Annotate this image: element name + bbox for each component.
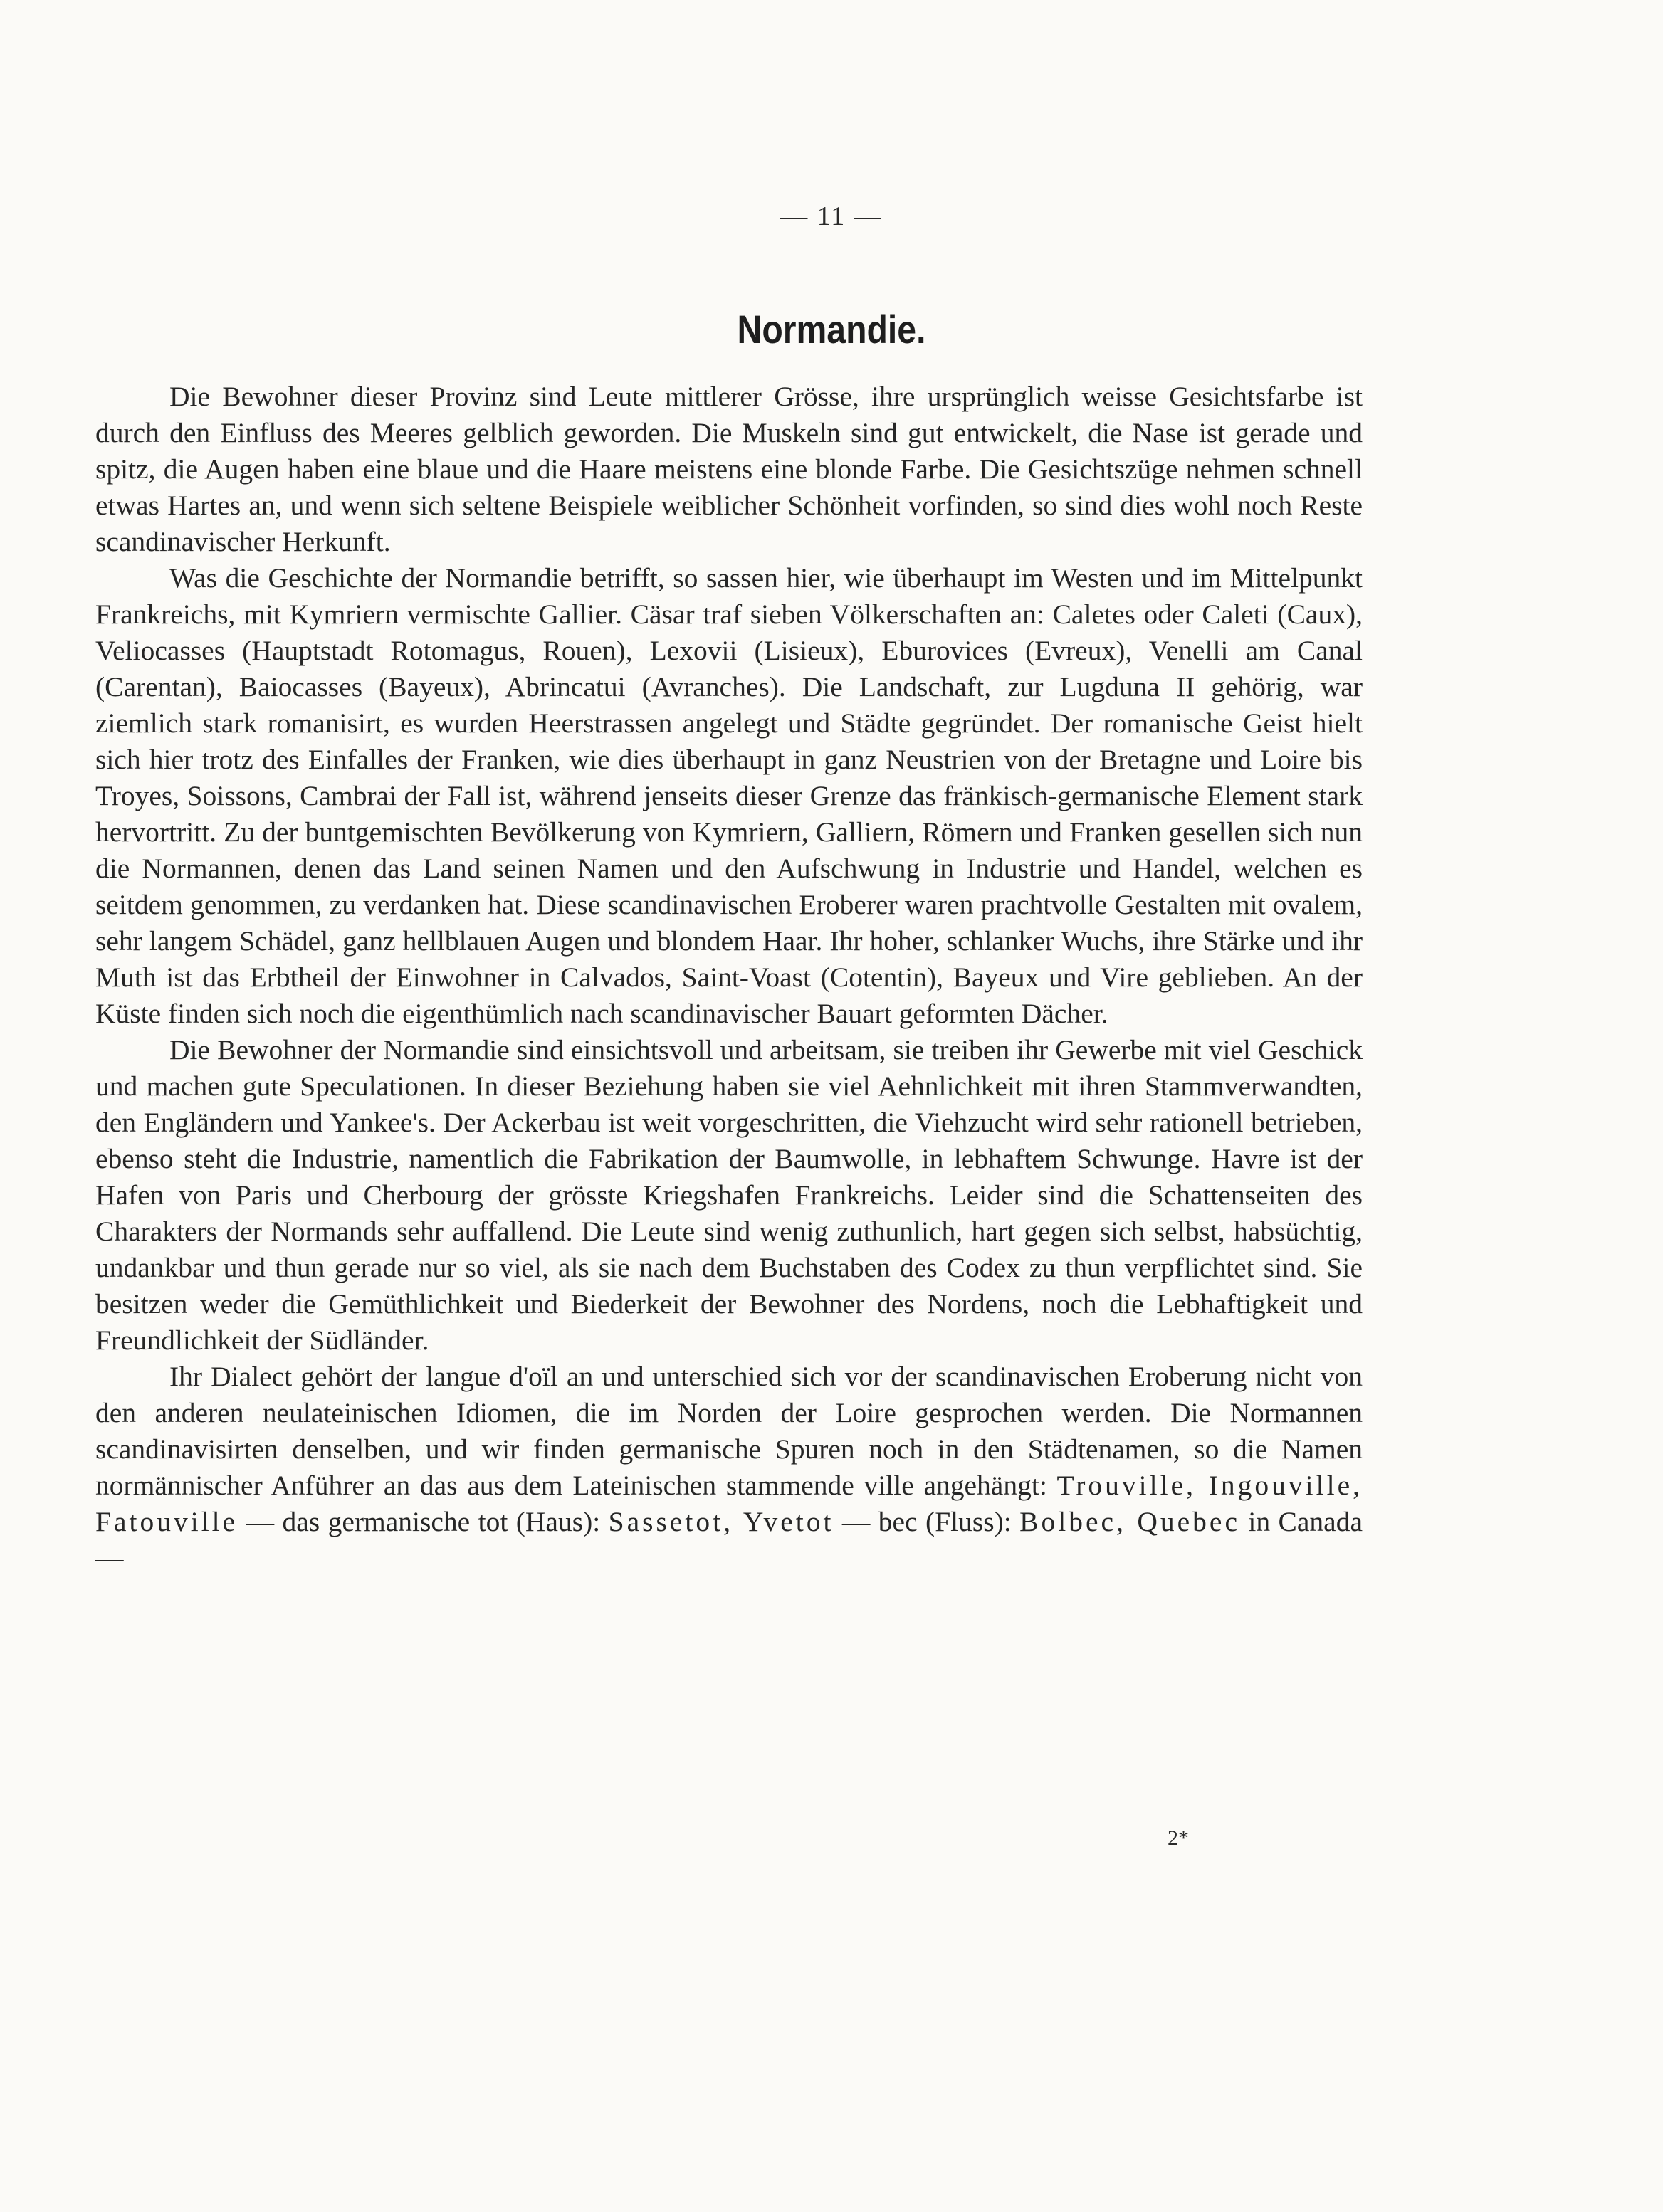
bec-intro: — bec (Fluss):	[834, 1506, 1020, 1537]
bec-names: Bolbec, Quebec	[1019, 1506, 1240, 1537]
dialect-middle: — das germanische tot (Haus):	[238, 1506, 609, 1537]
paragraph-character: Die Bewohner der Normandie sind einsichtsvoll und arbeitsam, sie treiben ihr Gewerbe mit viel Geschick und machen gute Speculationen. In dieser Beziehung haben sie viel Aehnlichkeit mit ihren Stammverwandten, den Engländern und Yankee's. Der Ackerbau ist weit vorgeschritten, die Viehzucht wird sehr rationell betrieben, ebenso steht die Industrie, namentlich die Fabrikation der Baumwolle, in lebhaftem Schwunge. Havre ist der Hafen von Paris und Cherbourg der grösste Kriegshafen Frankreichs. Leider sind die Schattenseiten des Charakters der Normands sehr auffallend. Die Leute sind wenig zuthunlich, hart gegen sich selbst, habsüchtig, undankbar und thun gerade nur so viel, als sie nach dem Buchstaben des Codex zu thun verpflichtet sind. Sie besitzen weder die Gemüthlichkeit und Biederkeit der Bewohner des Nordens, noch die Lebhaftigkeit und Freundlichkeit der Südländer.	[95, 1034, 1363, 1356]
dialect-end: in Canada —	[95, 1506, 1363, 1574]
tot-names: Sassetot, Yvetot	[608, 1506, 834, 1537]
signature-mark: 2*	[1168, 1826, 1189, 1850]
page-number: — 11 —	[780, 201, 883, 231]
ville-names: Trouville, Ingouville, Fatouville	[95, 1470, 1363, 1537]
paragraph-physiognomy: Die Bewohner dieser Provinz sind Leute mittlerer Grösse, ihre ursprünglich weisse Gesichtsfarbe ist durch den Einfluss des Meeres gelblich geworden. Die Muskeln sind gut entwickelt, die Nase ist gerade und spitz, die Augen haben eine blaue und die Haare meistens eine blonde Farbe. Die Gesichtszüge nehmen schnell etwas Hartes an, und wenn sich seltene Beispiele weiblicher Schönheit vorfinden, so sind dies wohl noch Reste scandinavischer Herkunft.	[95, 381, 1363, 557]
page-title: Normandie.	[737, 307, 926, 352]
body-text	[95, 379, 1363, 1576]
dialect-intro: Ihr Dialect gehört der langue d'oïl an und unterschied sich vor der scandinavischen Eroberung nicht von den anderen neulateinischen Idiomen, die im Norden der Loire gesprochen werden. Die Normannen scandinavisirten denselben, und wir finden germanische Spuren noch in den Städtenamen, so die Namen normännischer Anführer an das aus dem Lateinischen stammende ville angehängt:	[95, 1361, 1363, 1501]
paragraph-history: Was die Geschichte der Normandie betrifft, so sassen hier, wie überhaupt im Westen und im Mittelpunkt Frankreichs, mit Kymriern vermischte Gallier. Cäsar traf sieben Völkerschaften an: Caletes oder Caleti (Caux), Veliocasses (Hauptstadt Rotomagus, Rouen), Lexovii (Lisieux), Eburovices (Evreux), Venelli am Canal (Carentan), Baiocasses (Bayeux), Abrincatui (Avranches). Die Landschaft, zur Lugduna II gehörig, war ziemlich stark romanisirt, es wurden Heerstrassen angelegt und Städte gegründet. Der romanische Geist hielt sich hier trotz des Einfalles der Franken, wie dies überhaupt in ganz Neustrien von der Bretagne und Loire bis Troyes, Soissons, Cambrai der Fall ist, während jenseits dieser Grenze das fränkisch-germanische Element stark hervortritt. Zu der buntgemischten Bevölkerung von Kymriern, Galliern, Römern und Franken gesellen sich nun die Normannen, denen das Land seinen Namen und den Aufschwung in Industrie und Handel, welchen es seitdem genommen, zu verdanken hat. Diese scandinavischen Eroberer waren prachtvolle Gestalten mit ovalem, sehr langem Schädel, ganz hellblauen Augen und blondem Haar. Ihr hoher, schlanker Wuchs, ihre Stärke und ihr Muth ist das Erbtheil der Einwohner in Calvados, Saint-Voast (Cotentin), Bayeux und Vire geblieben. An der Küste finden sich noch die eigenthümlich nach scandinavischer Bauart geformten Dächer.	[95, 562, 1363, 1029]
paragraph-dialect	[95, 1359, 1363, 1576]
